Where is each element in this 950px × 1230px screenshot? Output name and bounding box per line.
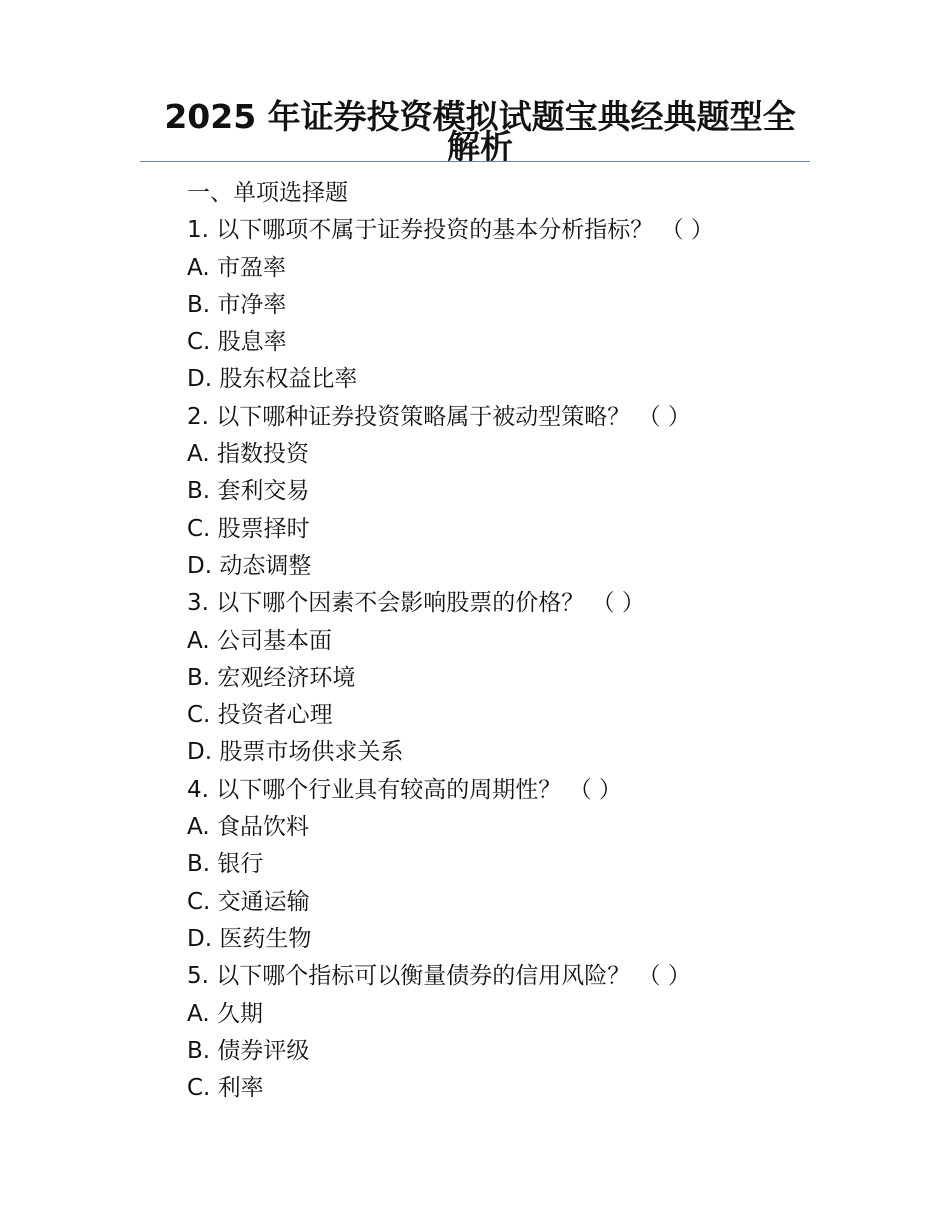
- question-stem: 5. 以下哪个指标可以衡量债券的信用风险？ （ ）: [187, 963, 691, 990]
- question-stem: 3. 以下哪个因素不会影响股票的价格？ （ ）: [187, 590, 645, 617]
- question: [187, 772, 807, 958]
- answer-option: D. 医药生物: [187, 925, 312, 952]
- question: [187, 958, 807, 1107]
- question: [187, 585, 807, 771]
- answer-option: C. 利率: [187, 1075, 264, 1102]
- answer-option: B. 宏观经济环境: [187, 664, 356, 691]
- question-stem: 1. 以下哪项不属于证券投资的基本分析指标？ （ ）: [187, 217, 714, 244]
- answer-option: C. 交通运输: [187, 888, 310, 915]
- answer-option: C. 股息率: [187, 329, 287, 356]
- document-body: [187, 175, 807, 1107]
- title-divider: [140, 161, 810, 162]
- answer-option: A. 市盈率: [187, 254, 286, 281]
- question-stem: 4. 以下哪个行业具有较高的周期性？ （ ）: [187, 776, 622, 803]
- answer-option: C. 投资者心理: [187, 702, 333, 729]
- answer-option: A. 食品饮料: [187, 814, 309, 841]
- answer-option: A. 指数投资: [187, 441, 309, 468]
- question-stem: 2. 以下哪种证券投资策略属于被动型策略？ （ ）: [187, 403, 691, 430]
- answer-option: A. 公司基本面: [187, 627, 332, 654]
- answer-option: B. 市净率: [187, 291, 287, 318]
- section-heading: 一、单项选择题: [187, 180, 348, 206]
- answer-option: D. 股东权益比率: [187, 366, 358, 393]
- answer-option: D. 股票市场供求关系: [187, 739, 404, 766]
- answer-option: D. 动态调整: [187, 552, 312, 579]
- answer-option: A. 久期: [187, 1000, 263, 1027]
- question: [187, 399, 807, 585]
- document-title: 2025 年证券投资模拟试题宝典经典题型全解析: [164, 97, 796, 166]
- answer-option: B. 债券评级: [187, 1037, 310, 1064]
- answer-option: C. 股票择时: [187, 515, 310, 542]
- answer-option: B. 套利交易: [187, 478, 310, 505]
- question: [187, 212, 807, 398]
- answer-option: B. 银行: [187, 851, 264, 878]
